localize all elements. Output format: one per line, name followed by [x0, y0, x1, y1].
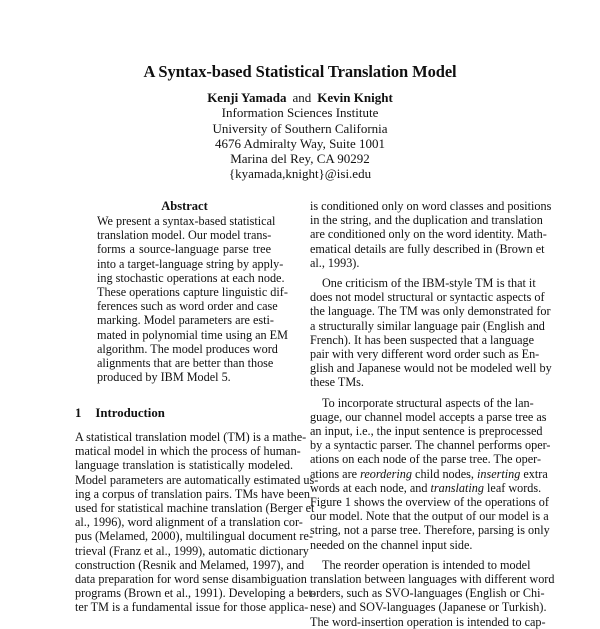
paragraph-reorder-operation — [310, 557, 555, 629]
section-number: 1 — [75, 406, 82, 420]
body-line: in the string, and the duplication and translation — [310, 213, 543, 228]
body-line: ematical details are fully described in (Brown et — [310, 241, 545, 256]
abstract-line: translation model. Our model trans- — [97, 228, 272, 243]
body-line: Figure 1 shows the overview of the operations of — [310, 495, 549, 510]
abstract-line: alignments that are better than those — [97, 356, 274, 371]
body-line: glish and Japanese would not be modeled well by — [310, 361, 552, 376]
abstract-line: marking. Model parameters are esti- — [97, 313, 274, 328]
intro-line: language translation is statistically modeled. — [75, 458, 293, 473]
text-run: extra — [520, 466, 548, 481]
abstract-heading: Abstract — [161, 199, 208, 213]
intro-line: ing a corpus of translation pairs. TMs have been — [75, 486, 311, 501]
abstract-line: ing stochastic operations at each node. — [97, 270, 285, 285]
abstract-line: We present a syntax-based statistical — [97, 214, 276, 228]
intro-line: used for statistical machine translation (Berger et — [75, 501, 315, 516]
body-line — [310, 480, 542, 495]
abstract-body — [97, 214, 288, 385]
text-run: leaf words. — [483, 480, 542, 495]
text-run: words at each node, and — [310, 480, 431, 495]
section-heading-introduction — [75, 406, 165, 421]
body-line: ations on each node of the parse tree. The oper- — [310, 452, 541, 467]
intro-line: data preparation for word sense disambiguation — [75, 572, 307, 587]
intro-line: construction (Resnik and Melamed, 1997), and — [75, 557, 305, 572]
body-line: these TMs. — [310, 375, 364, 390]
body-line: an input, i.e., the input sentence is preprocessed — [310, 424, 543, 439]
intro-line: ter TM is a fundamental issue for those applica- — [75, 600, 309, 615]
emphasis-inserting: inserting — [477, 466, 521, 481]
body-line: translation between languages with different word — [310, 572, 555, 587]
emphasis-translating: translating — [430, 480, 484, 495]
affiliation-university: University of Southern California — [212, 120, 388, 136]
affiliation-city: Marina del Rey, CA 90292 — [230, 151, 370, 167]
paper-title: A Syntax-based Statistical Translation Model — [143, 62, 457, 81]
body-line: the language. The TM was only demonstrated for — [310, 304, 551, 319]
author-block — [0, 90, 600, 182]
body-line: French). It has been suspected that a language — [310, 332, 535, 347]
body-line: by a syntactic parser. The channel performs oper- — [310, 438, 551, 453]
body-line: nese) and SOV-languages (Japanese or Turkish). — [310, 600, 547, 615]
abstract-line: produced by IBM Model 5. — [97, 370, 231, 385]
abstract-line: These operations capture linguistic dif- — [97, 285, 288, 300]
body-line: string, not a parse tree. Therefore, parsing is only — [310, 523, 550, 538]
body-line: our model. Note that the output of our model is a — [310, 509, 549, 524]
body-line: guage, our channel model accepts a parse tree as — [310, 409, 547, 424]
body-line — [310, 466, 548, 481]
intro-line: matical model in which the process of human- — [75, 444, 301, 459]
paragraph-criticism — [310, 276, 552, 390]
affiliation-address: 4676 Admiralty Way, Suite 1001 — [214, 135, 386, 151]
body-line: a structurally similar language pair (English and — [310, 318, 545, 333]
author-email: {kyamada,knight}@isi.edu — [228, 166, 372, 182]
intro-line: trieval (Franz et al., 1999), automatic dictionary — [75, 543, 309, 558]
body-line: orders, such as SVO-languages (English or Chi- — [310, 586, 545, 601]
intro-line: Model parameters are automatically estimated us- — [75, 472, 319, 487]
abstract-line: ferences such as word order and case — [97, 299, 278, 314]
affiliation-institute: Information Sciences Institute — [221, 105, 379, 121]
body-line: are conditioned only on the word identity. Math- — [310, 227, 547, 242]
body-line: The word-insertion operation is intended to cap- — [310, 614, 546, 629]
body-line: does not model structural or syntactic aspects of — [310, 290, 545, 305]
author-1: Kenji Yamada — [207, 90, 287, 105]
author-names — [0, 90, 600, 105]
body-line: al., 1993). — [310, 255, 360, 270]
introduction-body — [75, 430, 319, 615]
body-line: is conditioned only on word classes and positions — [310, 199, 552, 213]
section-title: Introduction — [95, 406, 165, 420]
body-line: needed on the channel input side. — [310, 537, 473, 552]
abstract-line: forms a source-language parse tree — [97, 242, 271, 257]
body-line: The reorder operation is intended to model — [322, 557, 531, 572]
author-2: Kevin Knight — [317, 90, 393, 105]
right-column — [310, 199, 555, 629]
body-line: To incorporate structural aspects of the lan- — [322, 395, 534, 410]
abstract-line: mated in polynomial time using an EM — [97, 327, 288, 342]
intro-line: al., 1996), word alignment of a translation cor- — [75, 515, 303, 530]
abstract-line: algorithm. The model produces word — [97, 341, 278, 356]
body-line: One criticism of the IBM-style TM is that it — [322, 276, 536, 291]
intro-line: pus (Melamed, 2000), multilingual document re- — [75, 529, 313, 544]
body-line: pair with very different word order such as En- — [310, 347, 540, 362]
paragraph-ibm-details — [310, 199, 552, 270]
paragraph-structural-aspects — [310, 395, 551, 552]
author-connector: and — [292, 90, 312, 105]
text-run: ations are — [310, 466, 361, 481]
abstract-line: into a target-language string by apply- — [97, 256, 284, 271]
emphasis-reordering: reordering — [360, 466, 412, 481]
intro-line: A statistical translation model (TM) is a mathe- — [75, 430, 307, 444]
text-run: child nodes, — [412, 466, 477, 481]
intro-line: programs (Brown et al., 1991). Developing a bet- — [75, 586, 316, 601]
